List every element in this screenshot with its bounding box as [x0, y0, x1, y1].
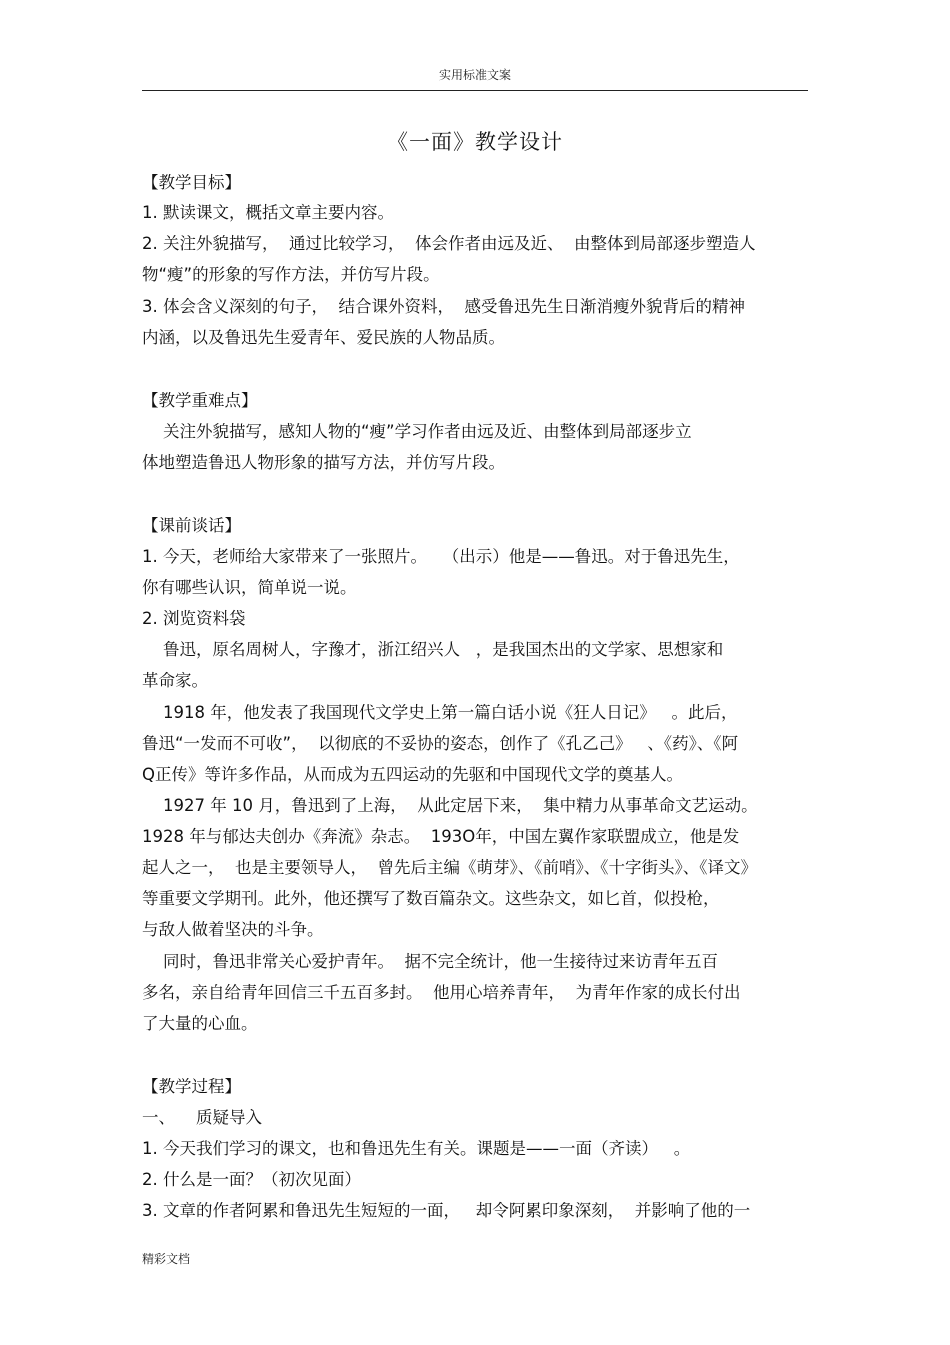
- text-line: 3. 体会含义深刻的句子， 结合课外资料， 感受鲁迅先生日渐消瘦外貌背后的精神: [142, 297, 745, 316]
- text-line: 物“瘦”的形象的写作方法，并仿写片段。: [142, 265, 440, 284]
- text-line: 【教学过程】: [142, 1077, 241, 1096]
- text-line: Q正传》等许多作品，从而成为五四运动的先驱和中国现代文学的奠基人。: [142, 765, 683, 784]
- text-line: 2. 什么是一面？（初次见面）: [142, 1170, 361, 1189]
- text-line: 1. 今天，老师给大家带来了一张照片。 （出示）他是——鲁迅。对于鲁迅先生，: [142, 547, 740, 566]
- text-line: 【课前谈话】: [142, 516, 241, 535]
- text-line: 【教学重难点】: [142, 391, 258, 410]
- page-header: 实用标准文案: [438, 68, 511, 82]
- document-title: 《一面》教学设计: [387, 130, 563, 154]
- text-line: 1. 今天我们学习的课文，也和鲁迅先生有关。课题是——一面（齐读） 。: [142, 1139, 691, 1158]
- header-rule: [142, 90, 808, 91]
- text-line: 内涵，以及鲁迅先生爱青年、爱民族的人物品质。: [142, 328, 505, 347]
- text-line: 体地塑造鲁迅人物形象的描写方法，并仿写片段。: [142, 453, 505, 472]
- text-line: 多名，亲自给青年回信三千五百多封。 他用心培养青年， 为青年作家的成长付出: [142, 983, 741, 1002]
- text-line: 起人之一， 也是主要领导人， 曾先后主编《萌芽》、《前哨》、《十字街头》、《译文》: [142, 858, 757, 877]
- text-line: 与敌人做着坚决的斗争。: [142, 920, 324, 939]
- text-line: 关注外貌描写，感知人物的“瘦”学习作者由远及近、由整体到局部逐步立: [142, 422, 692, 441]
- text-line: 1. 默读课文，概括文章主要内容。: [142, 203, 394, 222]
- text-line: 1918 年，他发表了我国现代文学史上第一篇白话小说《狂人日记》 。此后，: [142, 703, 738, 722]
- text-line: 革命家。: [142, 671, 208, 690]
- text-line: 鲁迅，原名周树人，字豫才，浙江绍兴人 ，是我国杰出的文学家、思想家和: [142, 640, 724, 659]
- text-line: 2. 关注外貌描写， 通过比较学习， 体会作者由远及近、 由整体到局部逐步塑造人: [142, 234, 756, 253]
- text-line: 你有哪些认识，简单说一说。: [142, 578, 357, 597]
- text-line: 3. 文章的作者阿累和鲁迅先生短短的一面， 却令阿累印象深刻， 并影响了他的一: [142, 1201, 751, 1220]
- text-line: 了大量的心血。: [142, 1014, 258, 1033]
- text-line: 同时，鲁迅非常关心爱护青年。 据不完全统计，他一生接待过来访青年五百: [142, 952, 718, 971]
- text-line: 2. 浏览资料袋: [142, 609, 246, 628]
- text-line: 1927 年 10 月，鲁迅到了上海， 从此定居下来， 集中精力从事革命文艺运动。: [142, 796, 758, 815]
- text-line: 【教学目标】: [142, 173, 241, 192]
- text-line: 1928 年与郁达夫创办《奔流》杂志。 193O年，中国左翼作家联盟成立，他是发: [142, 827, 740, 846]
- page-footer: 精彩文档: [142, 1252, 191, 1266]
- text-line: 一、 质疑导入: [142, 1108, 262, 1127]
- text-line: 等重要文学期刊。此外，他还撰写了数百篇杂文。这些杂文，如匕首，似投枪，: [142, 889, 720, 908]
- text-line: 鲁迅“一发而不可收”， 以彻底的不妥协的姿态，创作了《孔乙己》 、《药》、《阿: [142, 734, 739, 753]
